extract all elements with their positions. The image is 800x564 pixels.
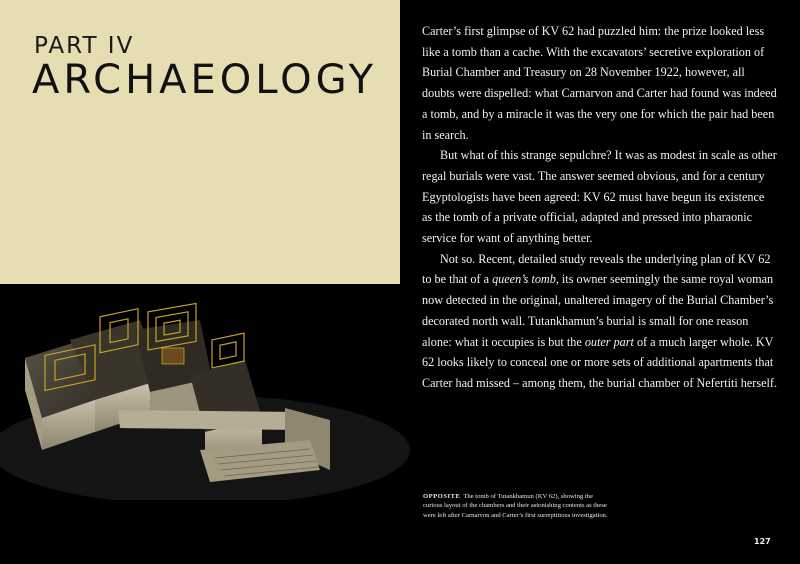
caption-text: The tomb of Tutankhamun (KV 62), showing the curious layout of the chambers and their astonishing contents as these were left after Carnarvon and Carter’s first surreptitious investigation. bbox=[423, 493, 608, 519]
part-label: PART IV bbox=[34, 33, 135, 59]
section-title: ARCHAEOLOGY bbox=[32, 57, 378, 103]
paragraph-3-part-c: of a much larger whole. KV 62 looks likely to conceal one or more sets of additional apartments that Carter had missed – among them, the burial chamber of Nefertiti herself. bbox=[422, 334, 778, 390]
body-text bbox=[422, 21, 777, 394]
emphasis-queens-tomb: queen’s tomb bbox=[492, 272, 556, 287]
paragraph-3-part-a: Not so. Recent, detailed study reveals the underlying plan of KV 62 to be that of a bbox=[422, 251, 771, 287]
figure-caption bbox=[423, 492, 613, 520]
page-number: 127 bbox=[754, 537, 771, 546]
paragraph-3-part-b: , its owner seemingly the same royal woman now detected in the original, unaltered imagery of the Burial Chamber’s decorated north wall. Tutankhamun’s burial is small for one reason alone: what it occupies is but the bbox=[422, 272, 774, 349]
caption-lead: OPPOSITE bbox=[423, 493, 461, 500]
sarcophagus bbox=[162, 348, 184, 364]
title-block bbox=[0, 0, 400, 284]
paragraph-3 bbox=[422, 249, 777, 394]
paragraph-1: Carter’s first glimpse of KV 62 had puzzled him: the prize looked less like a tomb than a cache. With the excavators’ secretive exploration of Burial Chamber and Treasury on 28 November 1922, however, all doubts were dispelled: what Carnarvon and Carter had found was indeed a tomb, and by a miracle it was the very one for which the pair had been in search. bbox=[422, 24, 777, 142]
tomb-illustration bbox=[0, 300, 420, 500]
paragraph-2: But what of this strange sepulchre? It was as modest in scale as other regal burials were vast. The answer seemed obvious, and for a century Egyptologists have been agreed: KV 62 must have begun its existence as the tomb of a private official, adapted and pressed into pharaonic service for want of anything better. bbox=[422, 148, 777, 246]
corridor bbox=[118, 410, 300, 430]
emphasis-outer-part: outer part bbox=[584, 334, 634, 349]
